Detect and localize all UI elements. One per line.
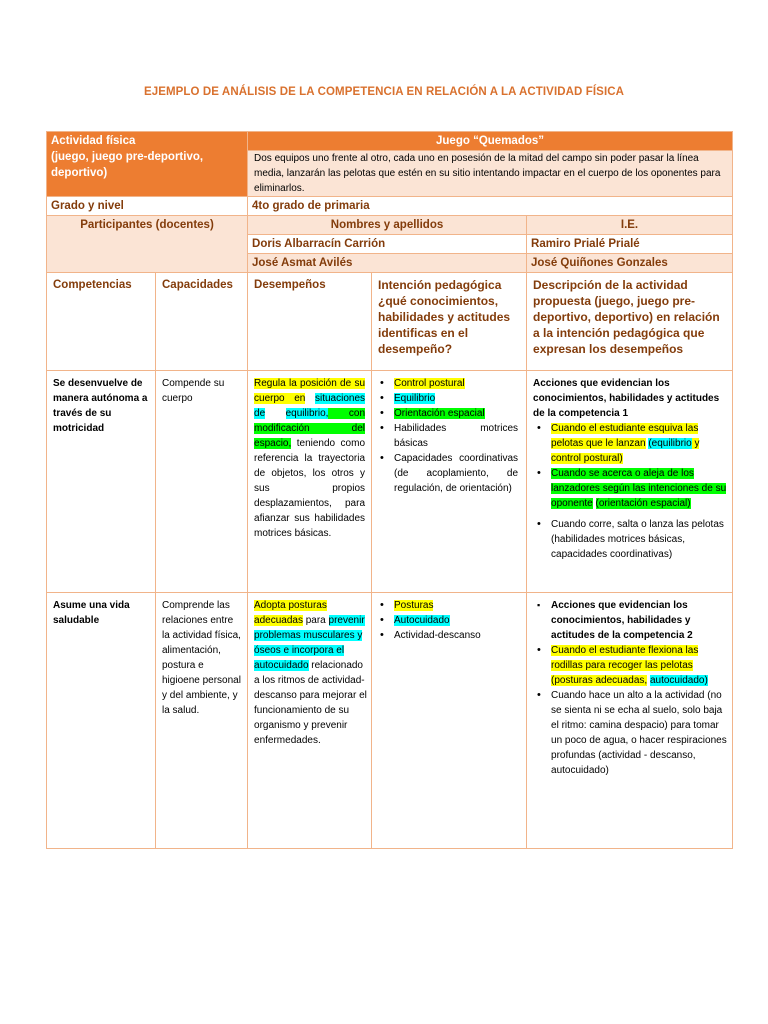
list-item: • Cuando corre, salta o lanza las pelotas (habilidades motrices básicas, capacidades coordinativas) [551,517,728,562]
list-item: • Posturas [394,598,522,613]
game-description: Dos equipos uno frente al otro, cada uno en posesión de la mitad del campo sin poder pasar la línea media, lanzarán las pelotas que estén en su sitio intentando impactar en el cuerpo de los oponentes para eliminarlos. [248,151,733,197]
participants-label: Participantes (docentes) [47,216,248,273]
list-item: • Actividad-descanso [394,628,522,643]
competency-name: Se desenvuelve de manera autónoma a través de su motricidad [47,371,156,593]
col-descripcion: Descripción de la actividad propuesta (juego, juego pre-deportivo, deportivo) en relación a la intención pedagógica que expresan los desempeños [527,273,733,371]
grade-label: Grado y nivel [47,197,248,216]
participant-name: José Asmat Avilés [248,254,527,273]
list-item: • Capacidades coordinativas (de acoplamiento, de regulación, de orientación) [394,451,518,496]
performance-text: Adopta posturas adecuadas para prevenir problemas musculares y óseos e incorpora el autocuidado relacionado a los ritmos de actividad-descanso para mejorar el funcionamiento de su organismo y prevenir enfermedades. [248,593,372,849]
participant-ie: José Quiñones Gonzales [527,254,733,273]
competency-row [47,593,733,849]
highlight: con [328,408,366,419]
col-intencion: Intención pedagógica ¿qué conocimientos, habilidades y actitudes identificas en el desempeño? [372,273,527,371]
highlight: Adopta posturas adecuadas [254,600,327,626]
description-cell [527,371,733,593]
col-capacidades: Capacidades [156,273,248,371]
col-competencias: Competencias [47,273,156,371]
highlight: modificación del [254,423,366,434]
highlight: Regula la posición de su cuerpo en [254,378,366,404]
activity-label: Actividad física (juego, juego pre-deportivo, deportivo) [47,132,248,197]
participant-ie: Ramiro Prialé Prialé [527,235,733,254]
highlight: prevenir problemas musculares y óseos e incorpora el autocuidado [254,615,365,671]
document-title: EJEMPLO DE ANÁLISIS DE LA COMPETENCIA EN RELACIÓN A LA ACTIVIDAD FÍSICA [143,86,625,98]
list-item: • Cuando el estudiante esquiva las pelotas que le lanzan (equilibrio y control postural) [551,421,728,466]
grade-value: 4to grado de primaria [248,197,733,216]
participants-header-row [47,216,733,235]
grade-row [47,197,733,216]
analysis-table [46,131,733,849]
list-item: • Cuando hace un alto a la actividad (no se sienta ni se echa al suelo, solo baja el ritmo: camina despacio) para tomar un poco de agua, o hacer respiraciones profundas (actividad - descanso, autocuidado) [551,688,728,778]
participant-name: Doris Albarracín Carrión [248,235,527,254]
performance-text [248,371,372,593]
list-item: • Orientación espacial [394,406,518,421]
game-name: Juego “Quemados” [248,132,733,151]
list-item: • Habilidades motrices básicas [394,421,518,451]
activity-row [47,132,733,151]
highlight: espacio, [254,438,292,449]
description-list [533,598,728,643]
intention-cell [372,371,527,593]
intention-list [376,598,522,643]
capacity-text: Compende su cuerpo [156,371,248,593]
highlight: equilibrio, [285,408,329,419]
list-item: • Cuando el estudiante flexiona las rodillas para recoger las pelotas (posturas adecuadas, autocuidado) [551,643,728,688]
description-intro: Acciones que evidencian los conocimientos, habilidades y actitudes de la competencia 1 [533,378,720,419]
description-cell [527,593,733,849]
highlight: situaciones de [254,393,366,419]
description-intro: ▪ Acciones que evidencian los conocimientos, habilidades y actitudes de la competencia 2 [551,598,728,643]
columns-header-row [47,273,733,371]
intention-list [376,376,518,496]
performance-rest: teniendo como referencia la trayectoria de objetos, los otros y sus propios desplazamientos, para afianzar sus habilidades motrices básicas. [254,438,366,539]
names-header: Nombres y apellidos [248,216,527,235]
competency-row [47,371,733,593]
description-list [533,421,728,562]
ie-header: I.E. [527,216,733,235]
list-item: • Equilibrio [394,391,518,406]
intention-cell [372,593,527,849]
list-item: • Cuando se acerca o aleja de los lanzadores según las intenciones de su oponente (orientación espacial) [551,466,728,511]
description-list [533,643,728,778]
col-desempenos: Desempeños [248,273,372,371]
list-item: • Control postural [394,376,518,391]
competency-name: Asume una vida saludable [47,593,156,849]
capacity-text: Comprende las relaciones entre la actividad física, alimentación, postura e higioene personal y del ambiente, y la salud. [156,593,248,849]
list-item: • Autocuidado [394,613,522,628]
